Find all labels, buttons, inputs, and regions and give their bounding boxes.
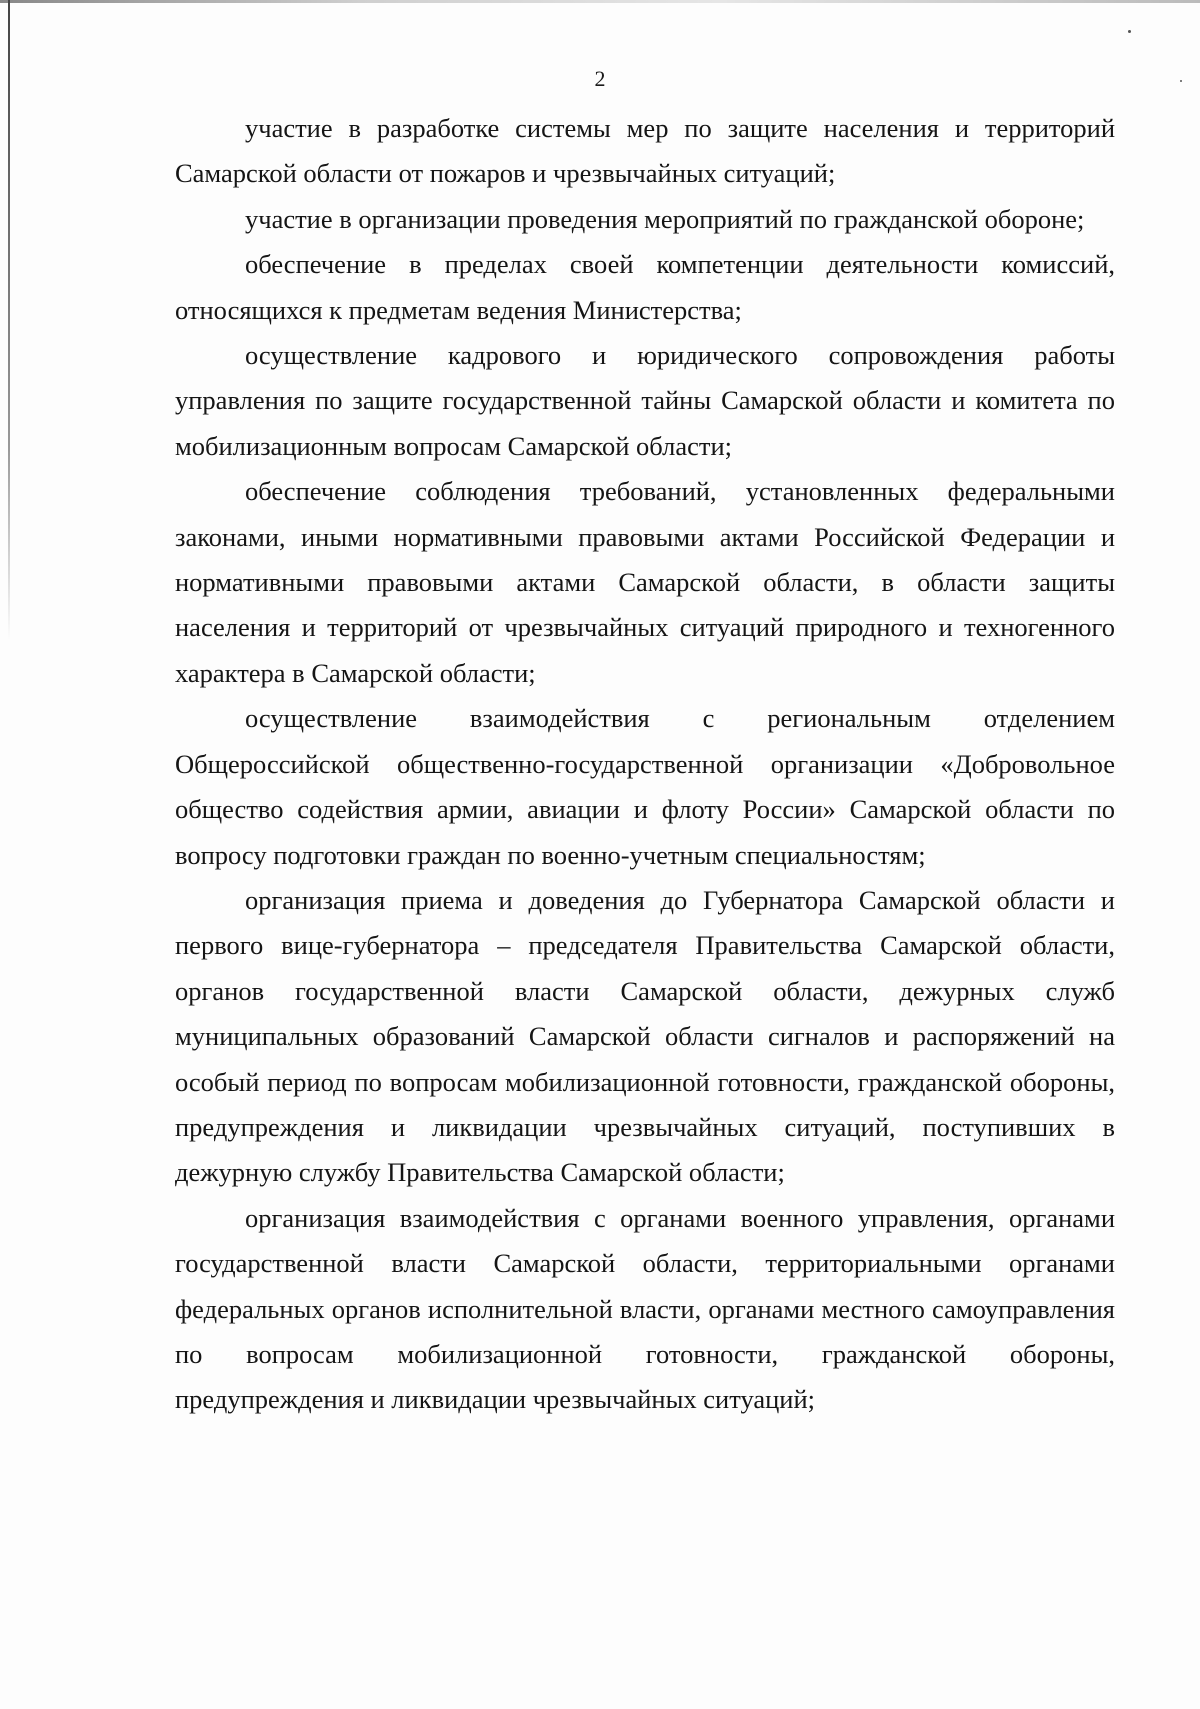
paragraph: организация взаимодействия с органами военного управления, органами государственной власти Самарской области, территориальными органами федеральных органов исполнительной власти, органами местного самоуправления по вопросам мобилизационной готовности, гражданской обороны, предупреждения и ликвидации чрезвычайных ситуаций;: [175, 1202, 1115, 1415]
paragraph: осуществление взаимодействия с региональным отделением Общероссийской общественно-государственной организации «Добровольное общество содействия армии, авиации и флоту России» Самарской области по вопросу подготовки граждан по военно-учетным специальностям;: [175, 703, 1115, 870]
paragraph: обеспечение соблюдения требований, установленных федеральными законами, иными нормативными правовыми актами Российской Федерации и нормативными правовыми актами Самарской области, в области защиты населения и территорий от чрезвычайных ситуаций природного и техногенного характера в Самарской области;: [175, 476, 1115, 688]
paragraph: участие в разработке системы мер по защите населения и территорий Самарской области от пожаров и чрезвычайных ситуаций;: [175, 113, 1115, 189]
paragraph: обеспечение в пределах своей компетенции деятельности комиссий, относящихся к предметам ведения Министерства;: [175, 249, 1115, 325]
paragraph: осуществление кадрового и юридического сопровождения работы управления по защите государственной тайны Самарской области и комитета по мобилизационным вопросам Самарской области;: [175, 340, 1115, 461]
document-body: [175, 106, 1115, 1423]
page-number: 2: [594, 66, 606, 91]
scan-edge-left: [8, 0, 10, 640]
paragraph: участие в организации проведения мероприятий по гражданской обороне;: [245, 203, 1085, 234]
scan-speck: [1128, 30, 1131, 33]
paragraph: организация приема и доведения до Губернатора Самарской области и первого вице-губернатора – председателя Правительства Самарской области, органов государственной власти Самарской области, дежурных служб муниципальных образований Самарской области сигналов и распоряжений на особый период по вопросам мобилизационной готовности, гражданской обороны, предупреждения и ликвидации чрезвычайных ситуаций, поступивших в дежурную службу Правительства Самарской области;: [175, 884, 1115, 1188]
scan-edge-top: [0, 0, 1200, 3]
